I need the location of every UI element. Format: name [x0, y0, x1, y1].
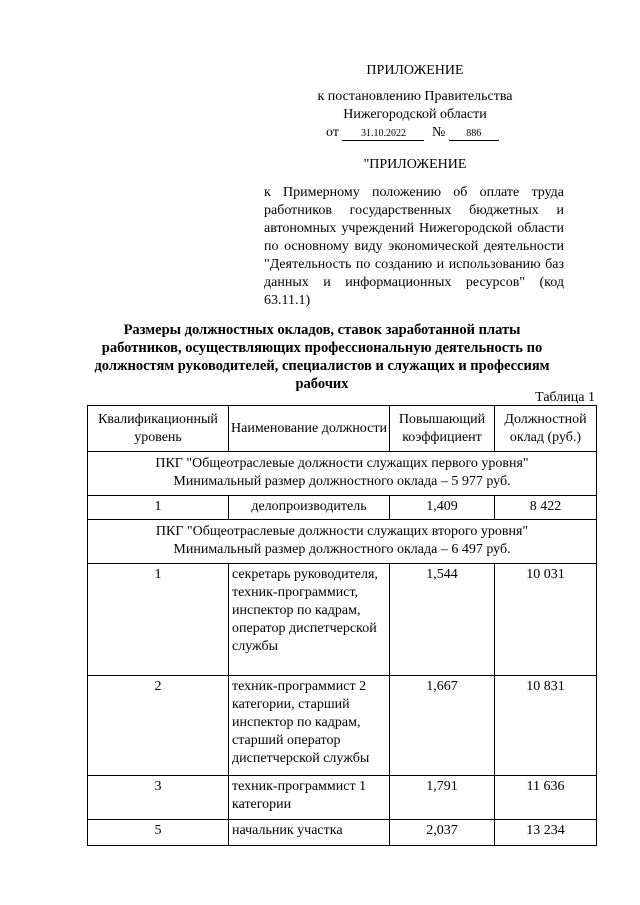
decree-date-number [300, 124, 530, 142]
table-header-row [88, 406, 597, 452]
group-subtitle: Минимальный размер должностного оклада – 5 977 руб. [173, 474, 511, 489]
table-row [88, 676, 597, 776]
group-row [88, 520, 597, 564]
number-label: № [431, 125, 446, 140]
table-row [88, 496, 597, 520]
table-row [88, 820, 597, 846]
group-title: ПКГ "Общеотраслевые должности служащих второго уровня" [155, 524, 529, 539]
header-salary: Должностной оклад (руб.) [495, 406, 597, 452]
cell-coef: 1,667 [390, 676, 495, 776]
cell-salary: 10 031 [495, 564, 597, 676]
cell-salary: 10 831 [495, 676, 597, 776]
inner-attachment-title: "ПРИЛОЖЕНИЕ [363, 157, 467, 172]
cell-position: техник-программист 1 категории [229, 776, 390, 820]
decree-number: 886 [449, 128, 499, 141]
document-heading: Размеры должностных окладов, ставок заработанной платы работников, осуществляющих профессиональную деятельность по должностям руководителей, специалистов и служащих и профессиям рабочих [94, 322, 550, 392]
salary-table [87, 405, 597, 846]
group-subtitle: Минимальный размер должностного оклада – 6 497 руб. [173, 542, 511, 557]
cell-level: 2 [88, 676, 229, 776]
cell-position: начальник участка [229, 820, 390, 846]
cell-level: 3 [88, 776, 229, 820]
cell-position: делопроизводитель [229, 496, 390, 520]
table-row [88, 564, 597, 676]
cell-position: техник-программист 2 категории, старший инспектор по кадрам, старший оператор диспетчерской службы [229, 676, 390, 776]
cell-salary: 13 234 [495, 820, 597, 846]
cell-position: секретарь руководителя, техник-программист, инспектор по кадрам, оператор диспетчерской службы [229, 564, 390, 676]
cell-coef: 2,037 [390, 820, 495, 846]
decree-date: 31.10.2022 [342, 128, 424, 141]
attachment-title: ПРИЛОЖЕНИЕ [366, 63, 464, 78]
cell-level: 1 [88, 564, 229, 676]
cell-coef: 1,544 [390, 564, 495, 676]
header-coef: Повышающий коэффициент [390, 406, 495, 452]
table-label: Таблица 1 [535, 390, 595, 405]
inner-attachment-text: к Примерному положению об оплате труда работников государственных бюджетных и автономных учреждений Нижегородской области по основному виду экономической деятельности "Деятельность по созданию и использованию баз данных и информационных ресурсов" (код 63.11.1) [264, 185, 564, 308]
attachment-line1: к постановлению Правительства [317, 89, 513, 104]
header-level: Квалификационный уровень [88, 406, 229, 452]
table-row [88, 776, 597, 820]
cell-salary: 11 636 [495, 776, 597, 820]
cell-coef: 1,791 [390, 776, 495, 820]
cell-level: 5 [88, 820, 229, 846]
cell-coef: 1,409 [390, 496, 495, 520]
from-label: от [326, 125, 339, 140]
group-row [88, 452, 597, 496]
attachment-block [300, 62, 530, 142]
cell-salary: 8 422 [495, 496, 597, 520]
cell-level: 1 [88, 496, 229, 520]
header-position: Наименование должности [229, 406, 390, 452]
group-title: ПКГ "Общеотраслевые должности служащих первого уровня" [155, 456, 529, 471]
attachment-line2: Нижегородской области [343, 107, 487, 122]
